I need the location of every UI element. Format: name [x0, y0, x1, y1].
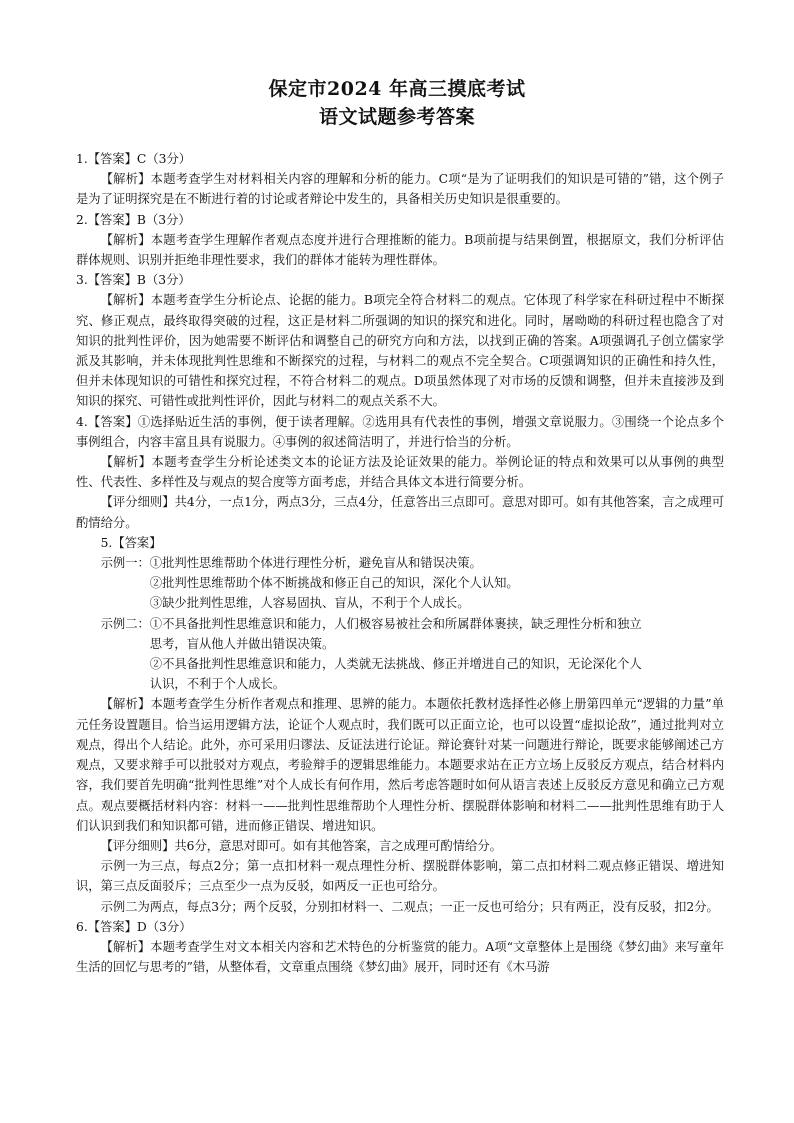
example-2-item-1: ①不具备批判性思维意识和能力，人们极容易被社会和所属群体裹挟，缺乏理性分析和独立 [149, 616, 642, 631]
page-subtitle: 语文试题参考答案 [318, 106, 475, 128]
example-2-item-2-cont: 认识，不利于个人成长。 [149, 677, 286, 692]
q6-analysis: 【解析】本题考查学生对文本相关内容和艺术特色的分析鉴赏的能力。A项“文章整体上是围绕《梦幻曲》来写童年生活的回忆与思考的”错，从整体看，文章重点围绕《梦幻曲》展开，同时还有《木马游 [76, 939, 724, 975]
page-title: 保定市2024 年高三摸底考试 [268, 78, 526, 100]
q2-answer: 2.【答案】B（3分） [76, 212, 191, 227]
q6-answer: 6.【答案】D（3分） [76, 919, 192, 934]
q5-scoring-example-2: 示例二为两点，每点3分；两个反驳，分别扣材料一、二观点；一正一反也可给分；只有两正，没有反驳，扣2分。 [100, 899, 719, 914]
example-1-item-3: ③缺少批判性思维，人容易固执、盲从，不利于个人成长。 [149, 596, 470, 611]
q1-answer: 1.【答案】C（3分） [76, 152, 192, 166]
q3-analysis: 【解析】本题考查学生分析论点、论据的能力。B项完全符合材料二的观点。它体现了科学家在科研过程中不断探究、修正观点，最终取得突破的过程，这正是材料二所强调的知识的探究和进化。同时，屠呦呦的科研过程也隐含了对知识的批判性评价，因为她需要不断评估和调整自己的研究方向和方法，以找到正确的答案。A项强调孔子创立儒家学派及其影响，并未体现批判性思维和不断探究的过程，与材料二的观点不完全契合。C项强调知识的正确性和持久性，但并未体现知识的可错性和探究过程，不符合材料二的观点。D项虽然体现了对市场的反馈和调整，但并未直接涉及到知识的探究、可错性或批判性评价，因此与材料二的观点关系不大。 [76, 293, 724, 409]
example-2-label: 示例二： [100, 616, 150, 631]
example-1-label: 示例一： [100, 556, 150, 571]
q5-analysis: 【解析】本题考查学生分析作者观点和推理、思辨的能力。本题依托教材选择性必修上册第四单元“逻辑的力量”单元任务设置题目。恰当运用逻辑方法，论证个人观点时，我们既可以正面立论，也可以设置“虚拟论敌”，通过批判对立观点，得出个人结论。此外，亦可采用归谬法、反证法进行论证。辩论赛针对某一问题进行辩论，既要求能够阐述己方观点，又要求辩手可以批驳对方观点，考验辩手的逻辑思维能力。本题要求站在正方立场上反驳反方观点，结合材料内容，我们要首先明确“批判性思维”对个人成长有何作用，然后考虑答题时如何从语言表述上反驳反方意见和确立己方观点。观点要概括材料内容：材料一——批判性思维帮助个人理性分析、摆脱群体影响和材料二——批判性思维有助于人们认识到我们和知识都可错，进而修正错误、增进知识。 [76, 697, 724, 833]
q5-example-1 [76, 553, 724, 614]
answer-content [76, 149, 724, 977]
q4-answer: 4.【答案】①选择贴近生活的事例，便于读者理解。②选用具有代表性的事例，增强文章说服力。③围绕一个论点多个事例组合，内容丰富且具有说服力。④事例的叙述简洁明了，并进行恰当的分析。 [76, 414, 724, 449]
q5-scoring-example-1: 示例一为三点，每点2分；第一点扣材料一观点理性分析、摆脱群体影响，第二点扣材料二观点修正错误、增进知识，第三点反面驳斥；三点至少一点为反驳，如两反一正也可给分。 [76, 859, 724, 894]
q5-example-2 [76, 614, 724, 634]
q4-analysis: 【解析】本题考查学生分析论述类文本的论证方法及论证效果的能力。举例论证的特点和效果可以从事例的典型性、代表性、多样性及与观点的契合度等方面考虑，并结合具体文本进行简要分析。 [76, 455, 724, 490]
q2-analysis: 【解析】本题考查学生理解作者观点态度并进行合理推断的能力。B项前提与结果倒置，根据原文，我们分析评估群体规则、识别并拒绝非理性要求，我们的群体才能转为理性群体。 [76, 232, 724, 268]
q5-scoring: 【评分细则】共6分，意思对即可。如有其他答案，言之成理可酌情给分。 [100, 838, 502, 853]
example-2-item-1-cont: 思考，盲从他人并做出错误决策。 [149, 636, 335, 651]
q3-answer: 3.【答案】B（3分） [76, 273, 191, 288]
example-2-item-2: ②不具备批判性思维意识和能力，人类就无法挑战、修正并增进自己的知识，无论深化个人 [149, 657, 642, 672]
q1-analysis: 【解析】本题考查学生对材料相关内容的理解和分析的能力。C项“是为了证明我们的知识是可错的”错，这个例子是为了证明探究是在不断进行着的讨论或者辩论中发生的，具备相关历史知识是很重要的。 [76, 172, 724, 207]
example-1-item-1: ①批判性思维帮助个体进行理性分析，避免盲从和错误决策。 [149, 556, 482, 571]
q4-scoring: 【评分细则】共4分，一点1分，两点3分，三点4分，任意答出三点即可。意思对即可。如有其他答案，言之成理可酌情给分。 [76, 495, 724, 530]
q5-answer: 5.【答案】 [100, 535, 162, 550]
example-1-item-2: ②批判性思维帮助个体不断挑战和修正自己的知识，深化个人认知。 [149, 576, 519, 591]
